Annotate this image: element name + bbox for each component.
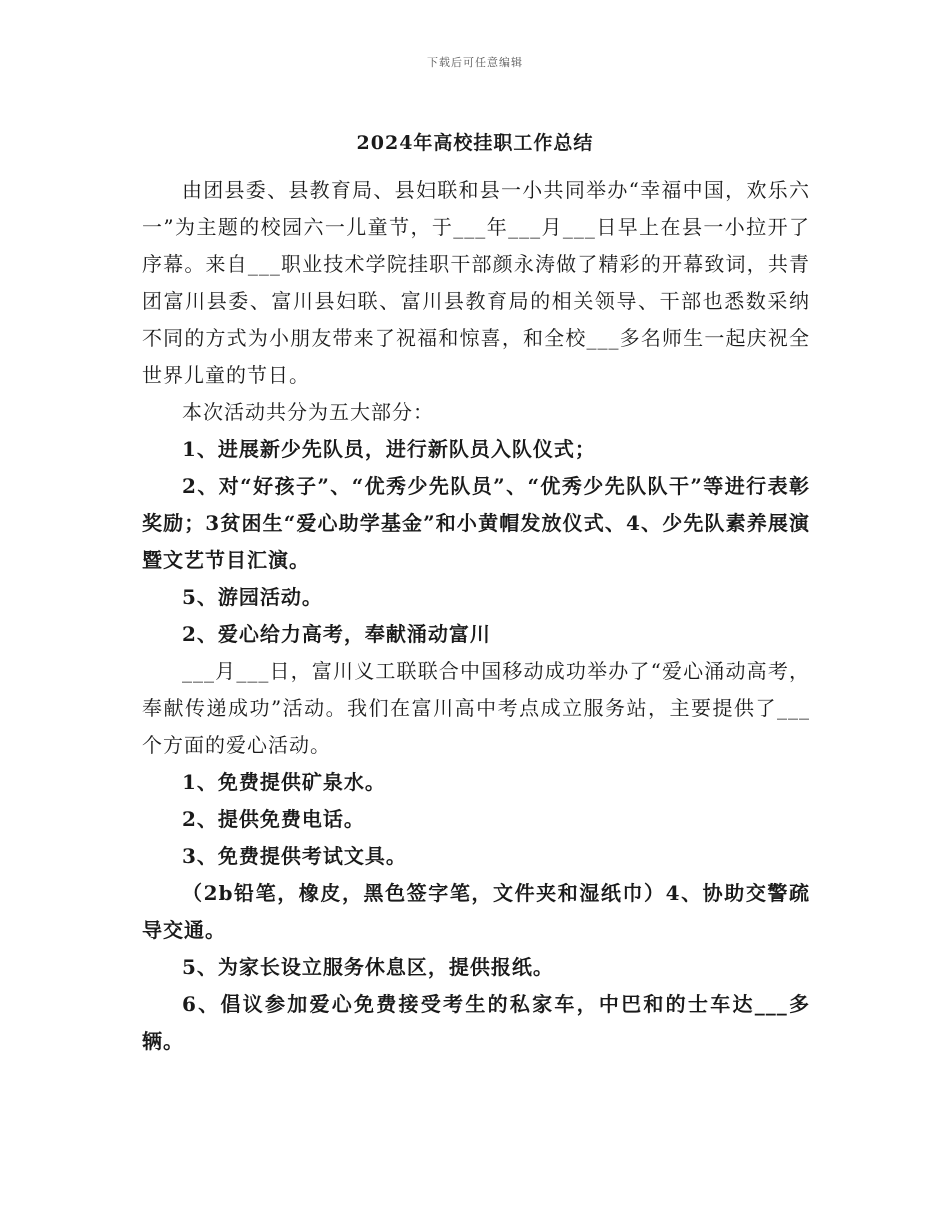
paragraph-activity-parts: 本次活动共分为五大部分：	[182, 400, 434, 424]
list-item-phone: 2、提供免费电话。	[182, 807, 365, 831]
list-item-stationery: 3、免费提供考试文具。	[182, 844, 407, 868]
list-item-water: 1、免费提供矿泉水。	[182, 770, 386, 794]
page-header-note: 下载后可任意编辑	[427, 56, 523, 69]
list-item-part-5: 5、游园活动。	[182, 585, 323, 609]
list-item-traffic: （2b铅笔，橡皮，黑色签字笔，文件夹和湿纸巾）4、协助交警疏导交通。	[142, 881, 810, 942]
list-item-vehicles: 6、倡议参加爱心免费接受考生的私家车，中巴和的士车达___多辆。	[142, 992, 810, 1053]
paragraph-intro: 由团县委、县教育局、县妇联和县一小共同举办“幸福中国，欢乐六一”为主题的校园六一儿童节，于___年___月___日早上在县一小拉开了序幕。来自___职业技术学院挂职干部颜永涛做了精彩的开幕致词，共青团富川县委、富川县妇联、富川县教育局的相关领导、干部也悉数采纳不同的方式为小朋友带来了祝福和惊喜，和全校___多名师生一起庆祝全世界儿童的节日。	[142, 178, 810, 387]
document-title: 2024年高校挂职工作总结	[356, 132, 594, 154]
paragraph-exam-support: ___月___日，富川义工联联合中国移动成功举办了“爱心涌动高考，奉献传递成功”活动。我们在富川高中考点成立服务站，主要提供了___个方面的爱心活动。	[142, 659, 810, 757]
list-item-part-1: 1、进展新少先队员，进行新队员入队仪式；	[182, 437, 596, 461]
list-item-rest-area: 5、为家长设立服务休息区，提供报纸。	[182, 955, 554, 979]
section-heading-exam-support: 2、爱心给力高考，奉献涌动富川	[182, 622, 491, 646]
list-item-part-2: 2、对“好孩子”、“优秀少先队员”、“优秀少先队队干”等进行表彰奖励；3贫困生“爱心助学基金”和小黄帽发放仪式、4、少先队素养展演暨文艺节目汇演。	[142, 474, 810, 572]
document-body	[142, 172, 810, 1060]
